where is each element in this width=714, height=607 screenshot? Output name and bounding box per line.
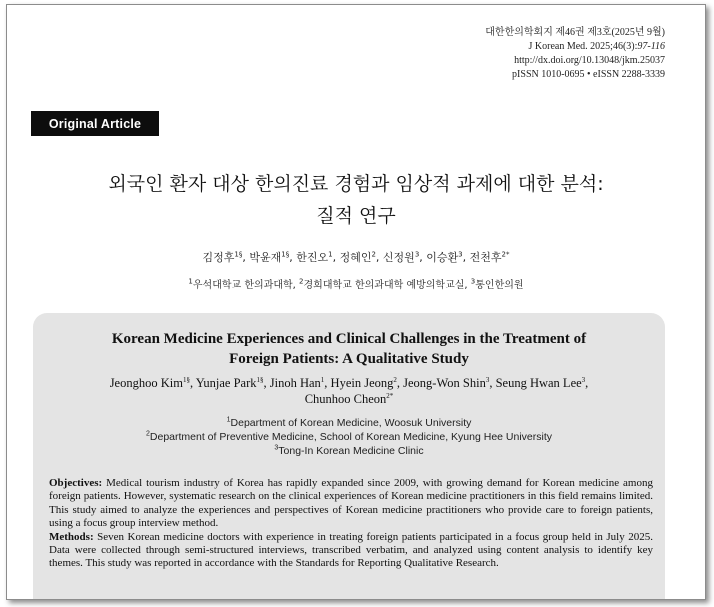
author-superscript: 1§	[281, 250, 290, 259]
author-name: 신정원	[382, 251, 415, 264]
author-separator: ,	[489, 376, 496, 390]
author-name: Hyein Jeong	[330, 376, 394, 390]
journal-doi[interactable]: http://dx.doi.org/10.13048/jkm.25037	[514, 55, 665, 66]
abstract-text	[49, 477, 653, 571]
author-name: 전천후	[469, 251, 502, 264]
korean-affiliations	[7, 276, 705, 291]
author-separator: ,	[242, 251, 250, 264]
author-name: Jeong-Won Shin	[403, 376, 486, 390]
journal-korean-line: 대한한의학회지 제46권 제3호(2025년 9월)	[485, 27, 665, 38]
author-separator: ,	[189, 376, 196, 390]
korean-title-line2: 질적 연구	[316, 205, 396, 227]
author-superscript: 3	[581, 375, 586, 384]
author-superscript: 3	[414, 250, 420, 259]
objectives-label: Objectives:	[49, 477, 103, 489]
journal-citation	[485, 40, 665, 54]
author-name: 정혜인	[339, 251, 372, 264]
author-superscript: 2*	[501, 250, 510, 259]
author-separator: ,	[462, 251, 470, 264]
english-affiliations	[33, 416, 665, 458]
author-name: 한진오	[296, 251, 329, 264]
methods-label: Methods:	[49, 530, 94, 543]
affiliation-superscript: 1	[226, 416, 231, 424]
author-superscript: 2*	[386, 391, 394, 400]
author-separator: ,	[585, 376, 589, 390]
author-separator: ,	[375, 251, 383, 264]
author-name: Seung Hwan Lee	[495, 376, 582, 390]
author-name: 김정후	[202, 251, 235, 264]
english-authors	[33, 375, 665, 407]
author-superscript: 1§	[256, 375, 264, 384]
abstract-box	[33, 313, 665, 600]
author-superscript: 2	[371, 250, 376, 259]
affiliation-superscript: 2	[299, 277, 304, 286]
journal-issn: pISSN 1010-0695 • eISSN 2288-3339	[512, 69, 665, 80]
english-title-line1: Korean Medicine Experiences and Clinical Challenges in the Treatment of	[111, 331, 587, 347]
citation-prefix: J Korean Med. 2025;46(3):	[528, 41, 638, 52]
methods-text: Seven Korean medicine doctors with experience in treating foreign patients participated in a focus group held in July 2025. Data were collected through semi-structured interviews, transcribed verbatim, and analyzed using content analysis to identify key themes. This study was reported in accordance with the Standards for Reporting Qualitative Research.	[49, 530, 653, 570]
author-separator: ,	[263, 376, 270, 390]
author-name: 박윤재	[249, 251, 282, 264]
affiliation-text: Department of Korean Medicine, Woosuk University	[230, 417, 472, 429]
affiliation-text: Tong-In Korean Medicine Clinic	[278, 445, 424, 457]
affiliation-text: 우석대학교 한의과대학,	[192, 280, 300, 291]
author-superscript: 1	[328, 250, 333, 259]
affiliation-line	[33, 444, 665, 458]
author-superscript: 1§	[182, 375, 190, 384]
affiliation-line	[33, 430, 665, 444]
author-separator: ,	[324, 376, 331, 390]
article-type-badge: Original Article	[31, 111, 159, 136]
author-separator: ,	[332, 251, 340, 264]
author-separator: ,	[396, 376, 404, 390]
english-title-line2: Foreign Patients: A Qualitative Study	[229, 351, 469, 367]
author-name: Jinoh Han	[269, 376, 321, 390]
affiliation-text: 통인한의원	[475, 280, 524, 291]
author-superscript: 1§	[234, 250, 243, 259]
korean-authors	[7, 249, 705, 265]
citation-pages: 97-116	[637, 41, 665, 52]
methods-paragraph	[49, 531, 653, 571]
objectives-text: Medical tourism industry of Korea has rapidly expanded since 2009, with growing demand for Korean medicine among foreign patients. However, systematic research on the clinical experiences of Korean medicine practitioners in this field remains limited. This study aimed to analyze the experiences and perspectives of Korean medicine practitioners who provide care to foreign patients, using a focus group interview method.	[49, 477, 653, 530]
author-separator: ,	[419, 251, 427, 264]
affiliation-superscript: 1	[188, 277, 193, 286]
journal-info	[485, 26, 665, 82]
author-name: Yunjae Park	[195, 376, 257, 390]
author-name: 이승환	[426, 251, 459, 264]
korean-title-line1: 외국인 환자 대상 한의진료 경험과 임상적 과제에 대한 분석:	[108, 173, 604, 195]
author-superscript: 1	[320, 375, 325, 384]
affiliation-superscript: 3	[470, 277, 476, 286]
author-name: Jeonghoo Kim	[109, 376, 183, 390]
author-superscript: 3	[458, 250, 463, 259]
author-superscript: 2	[393, 375, 397, 384]
author-superscript: 3	[485, 375, 490, 384]
affiliation-text: Department of Preventive Medicine, School of Korean Medicine, Kyung Hee University	[149, 431, 553, 443]
author-name: Chunhoo Cheon	[304, 392, 387, 406]
affiliation-line	[33, 416, 665, 430]
paper-page	[6, 4, 706, 600]
affiliation-superscript: 2	[145, 430, 150, 438]
affiliation-superscript: 3	[274, 444, 279, 452]
affiliation-text: 경희대학교 한의과대학 예방의학교실,	[303, 280, 471, 291]
objectives-paragraph	[49, 477, 653, 531]
english-title	[33, 329, 665, 369]
author-separator: ,	[289, 251, 297, 264]
